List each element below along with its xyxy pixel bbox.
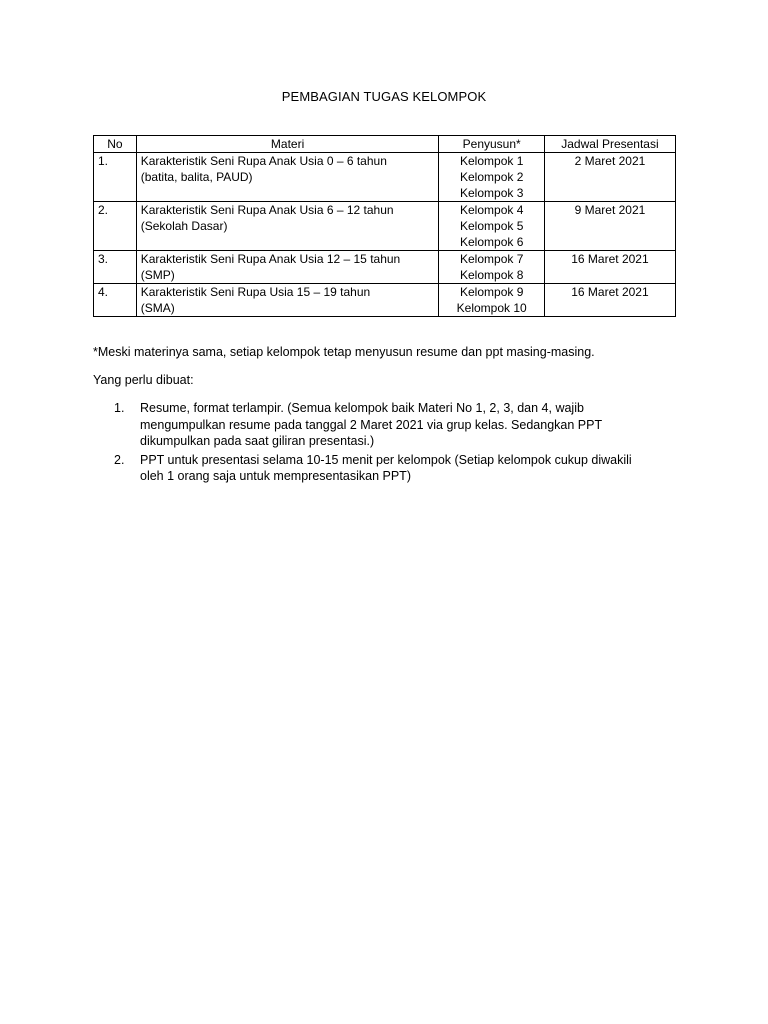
header-jadwal: Jadwal Presentasi xyxy=(544,136,675,153)
row-no: 3. xyxy=(94,251,137,284)
row-jadwal: 16 Maret 2021 xyxy=(544,251,675,284)
list-text: Resume, format terlampir. (Semua kelompok baik Materi No 1, 2, 3, dan 4, wajib xyxy=(140,401,584,415)
row-materi xyxy=(136,251,439,284)
row-materi xyxy=(136,153,439,202)
materi-title: Karakteristik Seni Rupa Anak Usia 6 – 12 tahun xyxy=(140,203,394,217)
row-jadwal: 2 Maret 2021 xyxy=(544,153,675,202)
list-item xyxy=(93,400,693,450)
row-penyusun xyxy=(439,284,544,317)
group-label: Kelompok 10 xyxy=(456,301,527,315)
row-materi xyxy=(136,202,439,251)
footnote: *Meski materinya sama, setiap kelompok tetap menyusun resume dan ppt masing-masing. xyxy=(93,345,595,359)
row-penyusun xyxy=(439,153,544,202)
materi-title: Karakteristik Seni Rupa Anak Usia 0 – 6 tahun xyxy=(140,154,387,168)
table-row xyxy=(94,202,676,251)
table-row xyxy=(94,153,676,202)
header-materi: Materi xyxy=(136,136,439,153)
group-label: Kelompok 5 xyxy=(460,219,524,233)
materi-title: Karakteristik Seni Rupa Anak Usia 12 – 15 tahun xyxy=(140,252,401,266)
list-number: 1. xyxy=(114,401,125,415)
row-penyusun xyxy=(439,202,544,251)
group-label: Kelompok 6 xyxy=(460,235,524,249)
table-row xyxy=(94,251,676,284)
row-no: 4. xyxy=(94,284,137,317)
list-text: dikumpulkan pada saat giliran presentasi.) xyxy=(140,434,375,448)
row-no: 1. xyxy=(94,153,137,202)
group-label: Kelompok 8 xyxy=(460,268,524,282)
list-text: mengumpulkan resume pada tanggal 2 Maret 2021 via grup kelas. Sedangkan PPT xyxy=(140,417,603,432)
row-penyusun xyxy=(439,251,544,284)
list-item xyxy=(93,452,693,485)
requirements-list xyxy=(93,400,693,487)
row-jadwal: 9 Maret 2021 xyxy=(544,202,675,251)
table-row xyxy=(94,284,676,317)
group-label: Kelompok 1 xyxy=(460,154,524,168)
header-penyusun: Penyusun* xyxy=(439,136,544,153)
group-label: Kelompok 4 xyxy=(460,203,524,217)
group-label: Kelompok 2 xyxy=(460,170,524,184)
document-title: PEMBAGIAN TUGAS KELOMPOK xyxy=(281,89,487,104)
list-text: PPT untuk presentasi selama 10-15 menit per kelompok (Setiap kelompok cukup diwakili xyxy=(140,452,632,467)
materi-subtitle: (batita, balita, PAUD) xyxy=(140,170,253,184)
list-number: 2. xyxy=(114,452,125,467)
task-table xyxy=(93,135,676,317)
group-label: Kelompok 3 xyxy=(460,186,524,200)
requirements-heading: Yang perlu dibuat: xyxy=(93,373,194,387)
table-header-row xyxy=(94,136,676,153)
row-jadwal: 16 Maret 2021 xyxy=(544,284,675,317)
header-no: No xyxy=(94,136,137,153)
list-text: oleh 1 orang saja untuk mempresentasikan PPT) xyxy=(140,469,411,483)
row-materi xyxy=(136,284,439,317)
materi-title: Karakteristik Seni Rupa Usia 15 – 19 tahun xyxy=(140,285,371,299)
group-label: Kelompok 9 xyxy=(460,285,524,299)
materi-subtitle: (SMA) xyxy=(140,301,175,315)
group-label: Kelompok 7 xyxy=(460,252,524,266)
row-no: 2. xyxy=(94,202,137,251)
materi-subtitle: (SMP) xyxy=(140,268,175,282)
materi-subtitle: (Sekolah Dasar) xyxy=(140,219,228,233)
